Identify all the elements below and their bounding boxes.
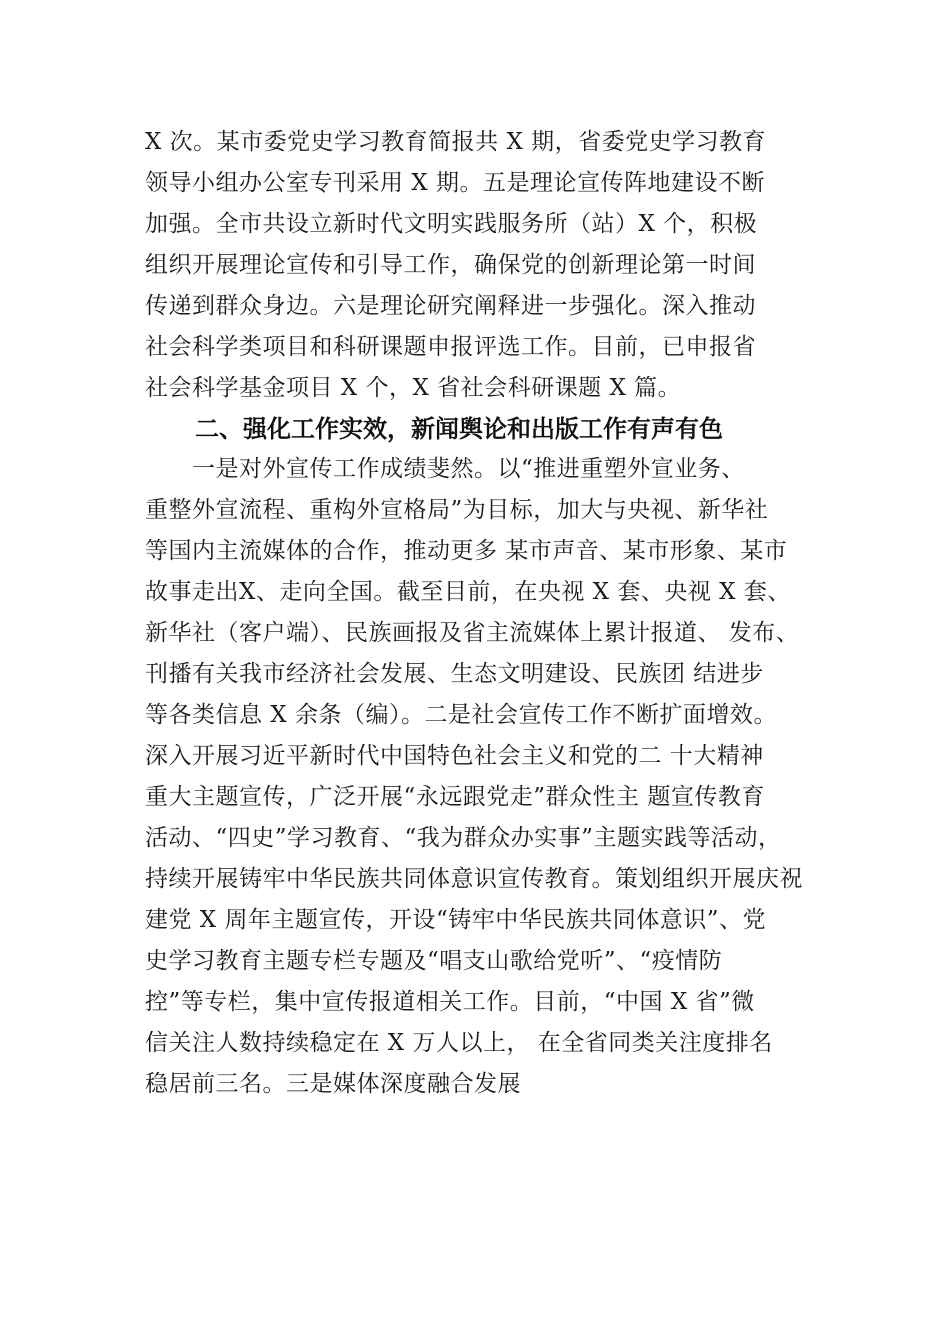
text-line: X 次。某市委党史学习教育简报共 X 期，省委党史学习教育 — [145, 129, 767, 155]
text-line: 传递到群众身边。六是理论研究阐释进一步强化。深入推动 — [145, 293, 756, 319]
text-line: 活动、“四史”学习教育、“我为群众办实事”主题实践等活动， — [145, 825, 782, 851]
text-line: 刊播有关我市经济社会发展、生态文明建设、民族团 结进步 — [145, 661, 764, 687]
text-line: 信关注人数持续稳定在 X 万人以上， 在全省同类关注度排名 — [145, 1030, 773, 1056]
text-line: 故事走出X、走向全国。截至目前，在央视 X 套、央视 X 套、 — [145, 579, 791, 605]
text-line: 稳居前三名。三是媒体深度融合发展 — [145, 1071, 521, 1097]
document-page — [145, 122, 865, 1105]
text-line: 建党 X 周年主题宣传，开设“铸牢中华民族共同体意识”、党 — [145, 907, 767, 933]
text-line: 社会科学基金项目 X 个，X 省社会科研课题 X 篇。 — [145, 375, 682, 401]
text-line: 一是对外宣传工作成绩斐然。以“推进重塑外宣业务、 — [192, 456, 745, 482]
text-line: 新华社（客户端）、民族画报及省主流媒体上累计报道、 发布、 — [145, 620, 800, 646]
text-line: 持续开展铸牢中华民族共同体意识宣传教育。策划组织开展庆祝 — [145, 866, 803, 892]
text-line: 领导小组办公室专刊采用 X 期。五是理论宣传阵地建设不断 — [145, 170, 765, 196]
text-line: 组织开展理论宣传和引导工作，确保党的创新理论第一时间 — [145, 252, 756, 278]
text-line: 社会科学类项目和科研课题申报评选工作。目前，已申报省 — [145, 334, 756, 360]
text-line: 控”等专栏，集中宣传报道相关工作。目前，“中国 X 省”微 — [145, 989, 755, 1015]
text-line: 重大主题宣传，广泛开展“永远跟党走”群众性主 题宣传教育 — [145, 784, 765, 810]
text-line: 等各类信息 X 余条（编）。二是社会宣传工作不断扩面增效。 — [145, 702, 777, 728]
text-line: 等国内主流媒体的合作，推动更多 某市声音、某市形象、某市 — [145, 538, 788, 564]
text-line: 加强。全市共设立新时代文明实践服务所（站）X 个，积极 — [145, 211, 758, 237]
text-line: 重整外宣流程、重构外宣格局”为目标，加大与央视、新华社 — [145, 497, 769, 523]
text-line: 深入开展习近平新时代中国特色社会主义和党的二 十大精神 — [145, 743, 764, 769]
section-heading: 二、强化工作实效，新闻舆论和出版工作有声有色 — [195, 415, 723, 443]
text-line: 史学习教育主题专栏专题及“唱支山歌给党听”、“疫情防 — [145, 948, 723, 974]
